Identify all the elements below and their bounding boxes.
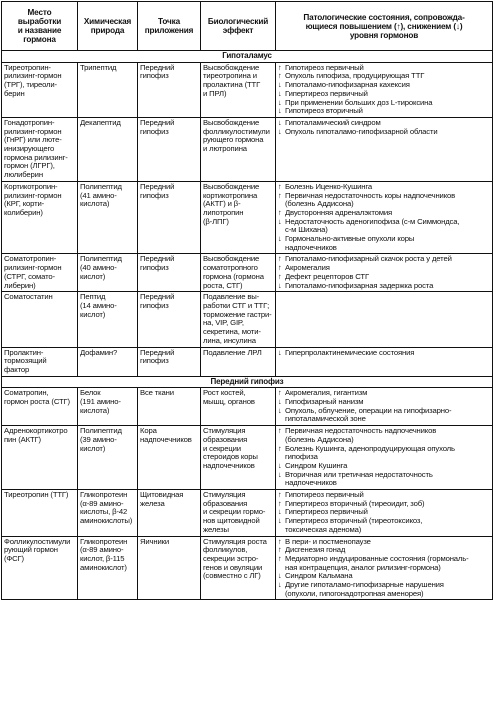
pathology-item [278,282,490,291]
arrow-up-icon: ↑ [278,181,282,191]
cell-line: Кортикотропин- [4,181,58,191]
pathology-text: Первичная недостаточность надпочечников [285,426,437,436]
chemical-nature-cell [78,347,138,376]
cell-line: гипофиз [140,263,169,273]
cell-line: (СТРГ, сомато- [4,271,55,281]
cell-line: тормозящий [4,356,47,366]
pathology-text: Другие гипоталамо-гипофизарные нарушения [285,580,444,590]
pathology-cell [276,62,493,117]
target-cell [138,117,201,181]
pathology-text: с-м Шихана) [285,225,328,235]
arrow-down-icon: ↓ [278,571,282,581]
cell-line: гормона рилизинг- [4,152,68,162]
cell-line: кислот) [80,271,106,281]
chemical-nature-cell [78,490,138,537]
cell-line: гипофиз [140,126,169,136]
effect-cell [201,117,276,181]
pathology-text: Гипоталамо-гипофизарная задержка роста [285,280,434,290]
cell-line: Соматостатин [4,292,53,302]
cell-line: (КРГ, корти- [4,199,45,209]
cell-line: пролактина (ТТГ [203,80,261,90]
cell-line: Яичники [140,536,169,546]
pathology-text: Гипотиреоз первичный [285,62,364,72]
cell-line: Гонадотропин- [4,117,55,127]
target-cell [138,490,201,537]
arrow-down-icon: ↓ [278,88,282,98]
cell-line: гипофиз [140,71,169,81]
hormone-name-cell [2,426,78,490]
cell-line: Тиреотропин (ТТГ) [4,490,69,500]
cell-line: люлиберин [4,170,43,180]
arrow-up-icon: ↑ [278,536,282,546]
arrow-up-icon: ↑ [278,426,282,436]
arrow-down-icon: ↓ [278,234,282,244]
hormone-table [1,1,493,600]
pathology-text: Вторичная или третичная недостаточность [285,469,433,479]
pathology-text: Гипоталамо-гипофизарный скачок роста у детей [285,254,452,264]
cell-line: секретина, моти- [203,327,261,337]
cell-line: Белок [80,388,101,398]
cell-line: гормона (гормона [203,271,264,281]
pathology-item [278,415,490,424]
pathology-text: Первичная недостаточность коры надпочечников [285,190,456,200]
cell-line: Высвобождение [203,62,260,72]
cell-line: (191 амино- [80,397,121,407]
pathology-item [278,526,490,535]
cell-line: надпочечников [140,434,192,444]
pathology-text: Недостаточность аденогипофиза (с-м Симмондса, [285,216,460,226]
target-cell [138,426,201,490]
cell-line: Гликопротеин [80,536,128,546]
cell-line: кислота) [80,199,110,209]
cell-line: гормон (ЛГРГ), [4,161,55,171]
section-row [2,51,493,63]
arrow-down-icon: ↓ [278,405,282,415]
hormone-name-cell [2,490,78,537]
pathology-text: В пери- и постменопаузе [285,536,371,546]
pathology-text: Дисгенезия гонад [285,545,346,555]
header-row [2,2,493,51]
cell-line: Высвобождение [203,254,260,264]
cell-line: генов и овуляции [203,562,263,572]
cell-line: рующий гормон [4,545,58,555]
pathology-cell [276,347,493,376]
arrow-down-icon: ↓ [278,280,282,290]
pathology-text: При применении больших доз L-тироксина [285,97,433,107]
header-target: Точка приложения [138,2,201,51]
pathology-text: Опухоль гипофиза, продуцирующая ТТГ [285,71,425,81]
cell-line: кислот, β-115 [80,553,125,563]
cell-line: фактор [4,364,30,374]
pathology-text: Гипоталамо-гипофизарная кахексия [285,80,410,90]
table-body [2,51,493,600]
header-chemical-nature: Химическая природа [78,2,138,51]
chemical-nature-cell [78,426,138,490]
cell-line: Тиреотропин- [4,62,51,72]
cell-line: секреции эстро- [203,553,259,563]
pathology-text: Гипертиреоз первичный [285,88,368,98]
pathology-text: Дефект рецепторов СТГ [285,271,369,281]
cell-line: Щитовидная [140,490,184,500]
pathology-cell [276,536,493,600]
cell-line: (β-ЛПГ) [203,216,229,226]
arrow-up-icon: ↑ [278,271,282,281]
section-hypothalamus: Гипоталамус [2,51,493,63]
hormone-name-cell [2,292,78,347]
pathology-text: (болезнь Аддисона) [285,199,354,209]
cell-line: гипофиз [140,356,169,366]
chemical-nature-cell [78,536,138,600]
arrow-down-icon: ↓ [278,397,282,407]
pathology-cell [276,426,493,490]
cell-line: рующего гормона [203,135,264,145]
chemical-nature-cell [78,117,138,181]
cell-line: Соматотропин- [4,254,57,264]
pathology-text: гипоталамической зоне [285,414,366,424]
cell-line: Передний [140,292,175,302]
arrow-up-icon: ↑ [278,388,282,398]
arrow-up-icon: ↑ [278,263,282,273]
header-pathology: Патологические состояния, сопровожда- ющиеся повышением (↑), снижением (↓) уровня гормонов [276,2,493,51]
pathology-item [278,349,490,358]
pathology-text: Гипертиреоз первичный [285,507,368,517]
section-row [2,376,493,388]
cell-line: Стимуляция роста [203,536,267,546]
page [1,1,492,717]
cell-line: (α-89 амино- [80,545,124,555]
target-cell [138,254,201,292]
cell-line: гипофиз [140,190,169,200]
cell-line: колиберин) [4,207,43,217]
cell-line: Все ткани [140,388,174,398]
header-biological-effect: Биологический эффект [201,2,276,51]
cell-line: инизирующего [4,144,55,154]
pathology-text: Гипотиреоз вторичный [285,106,363,116]
pathology-text: Гипофизарный нанизм [285,397,364,407]
cell-line: лина, инсулина [203,335,256,345]
cell-line: Передний [140,181,175,191]
chemical-nature-cell [78,181,138,254]
cell-line: (ГнРГ) или люте- [4,135,62,145]
cell-line: (α-89 амино- [80,498,124,508]
arrow-down-icon: ↓ [278,507,282,517]
pathology-text: токсическая аденома) [285,524,362,534]
pathology-text: Двусторонняя адреналэктомия [285,207,393,217]
cell-line: Передний [140,117,175,127]
chemical-nature-cell [78,292,138,347]
cell-line: Гликопротеин [80,490,128,500]
cell-line: Высвобождение [203,117,260,127]
cell-line: и секреции [203,443,241,453]
effect-cell [201,388,276,426]
hormone-name-cell [2,388,78,426]
cell-line: (совместно с ЛГ) [203,571,261,581]
chemical-nature-cell [78,388,138,426]
cell-line: Адренокортикотро [4,426,68,436]
cell-line: (41 амино- [80,190,117,200]
pathology-text: Гормонально-активные опухоли коры [285,234,415,244]
arrow-down-icon: ↓ [278,580,282,590]
cell-line: аминокислот) [80,562,127,572]
cell-line: берин [4,88,25,98]
table-row [2,62,493,117]
arrow-up-icon: ↑ [278,71,282,81]
pathology-text: Гипертиреоз вторичный (тиреотоксикоз, [285,516,423,526]
header-place-name: Место выработки и название гормона [2,2,78,51]
pathology-text: надпочечников [285,242,337,252]
pathology-cell [276,181,493,254]
arrow-up-icon: ↑ [278,62,282,72]
effect-cell [201,347,276,376]
arrow-up-icon: ↑ [278,498,282,508]
pathology-item [278,107,490,116]
target-cell [138,62,201,117]
arrow-up-icon: ↑ [278,545,282,555]
arrow-down-icon: ↓ [278,469,282,479]
cell-line: липотропин [203,207,244,217]
pathology-cell [276,490,493,537]
pathology-text: ная контрацепция, аналог рилизинг-гормона) [285,562,441,572]
cell-line: образования [203,434,248,444]
cell-line: Передний [140,347,175,357]
effect-cell [201,62,276,117]
pathology-text: Болезнь Иценко-Кушинга [285,181,372,191]
cell-line: (ТРГ), тиреоли- [4,80,57,90]
cell-line: кортикотропина [203,190,258,200]
pathology-text: надпочечников [285,478,337,488]
cell-line: (ФСГ) [4,553,24,563]
target-cell [138,347,201,376]
cell-line: Фолликулостимули [4,536,71,546]
cell-line: Пептид [80,292,106,302]
cell-line: (14 амино- [80,300,117,310]
hormone-name-cell [2,181,78,254]
cell-line: Передний [140,62,175,72]
cell-line: гормон роста (СТГ) [4,397,70,407]
pathology-text: гипофиза [285,452,318,462]
cell-line: железы [203,524,229,534]
cell-line: (АКТГ) и β- [203,199,241,209]
effect-cell [201,254,276,292]
pathology-text: (болезнь Аддисона) [285,434,354,444]
arrow-up-icon: ↑ [278,207,282,217]
cell-line: рилизинг-гормон [4,126,62,136]
cell-line: Рост костей, [203,388,246,398]
hormone-name-cell [2,117,78,181]
table-row [2,490,493,537]
effect-cell [201,536,276,600]
hormone-name-cell [2,536,78,600]
pathology-item [278,590,490,599]
arrow-up-icon: ↑ [278,443,282,453]
effect-cell [201,426,276,490]
cell-line: Соматропин, [4,388,49,398]
hormone-name-cell [2,347,78,376]
cell-line: пин (АКТГ) [4,434,41,444]
arrow-up-icon: ↑ [278,553,282,563]
cell-line: Полипептид [80,426,122,436]
cell-line: Пролактин- [4,347,44,357]
table-row [2,254,493,292]
arrow-down-icon: ↓ [278,516,282,526]
pathology-text: Гипотиреоз первичный [285,490,364,500]
arrow-down-icon: ↓ [278,460,282,470]
arrow-up-icon: ↑ [278,254,282,264]
cell-line: нов щитовидной [203,516,260,526]
chemical-nature-cell [78,62,138,117]
target-cell [138,292,201,347]
cell-line: кислоты, β-42 [80,507,128,517]
cell-line: кислот) [80,309,106,319]
cell-line: гипофиз [140,300,169,310]
pathology-item [278,128,490,137]
cell-line: Передний [140,254,175,264]
cell-line: фолликулов, [203,545,248,555]
cell-line: Трипептид [80,62,117,72]
cell-line: кислота) [80,405,110,415]
table-row [2,347,493,376]
chemical-nature-cell [78,254,138,292]
arrow-down-icon: ↓ [278,97,282,107]
section-anterior-pituitary: Передний гипофиз [2,376,493,388]
hormone-name-cell [2,254,78,292]
pathology-text: Медиаторно индуцированные состояния (гормональ- [285,553,469,563]
effect-cell [201,292,276,347]
arrow-down-icon: ↓ [278,80,282,90]
cell-line: Полипептид [80,181,122,191]
target-cell [138,536,201,600]
cell-line: Высвобождение [203,181,260,191]
arrow-down-icon: ↓ [278,126,282,136]
cell-line: роста, СТГ) [203,280,243,290]
pathology-text: Гиперпролактинемические состояния [285,347,415,357]
cell-line: рилизинг-гормон [4,263,62,273]
pathology-item [278,479,490,488]
pathology-text: (опухоли, гипогонадотропная аменорея) [285,588,424,598]
pathology-text: Гипоталамический синдром [285,117,381,127]
table-row [2,181,493,254]
effect-cell [201,490,276,537]
pathology-cell [276,254,493,292]
pathology-text: Акромегалия [285,263,330,273]
cell-line: рилизинг-гормон [4,190,62,200]
pathology-cell [276,117,493,181]
cell-line: торможение гастри- [203,309,272,319]
table-row [2,388,493,426]
cell-line: Стимуляция [203,490,246,500]
cell-line: кислот) [80,443,106,453]
cell-line: и лютропина [203,144,247,154]
cell-line: либерин) [4,280,36,290]
pathology-text: Гипертиреоз вторичный (тиреоидит, зоб) [285,498,425,508]
cell-line: работки СТГ и ТТГ; [203,300,270,310]
cell-line: фолликулостимули [203,126,270,136]
pathology-text: Акромегалия, гигантизм [285,388,368,398]
cell-line: надпочечников [203,460,255,470]
pathology-text: Опухоль, облучение, операции на гипофизарно- [285,405,452,415]
cell-line: образования [203,498,248,508]
cell-line: Декапептид [80,117,121,127]
pathology-text: Болезнь Кушинга, аденопродуцирующая опухоль [285,443,455,453]
table-row [2,536,493,600]
arrow-down-icon: ↓ [278,216,282,226]
arrow-up-icon: ↑ [278,190,282,200]
cell-line: и секреции гормо- [203,507,266,517]
table-row [2,292,493,347]
table-row [2,426,493,490]
table-row [2,117,493,181]
cell-line: Подавление ЛРЛ [203,347,262,357]
cell-line: Подавление вы- [203,292,260,302]
cell-line: железа [140,498,165,508]
cell-line: стероидов коры [203,452,258,462]
pathology-text: Синдром Кушинга [285,460,348,470]
cell-line: (39 амино- [80,434,117,444]
cell-line: аминокислоты) [80,516,133,526]
arrow-down-icon: ↓ [278,117,282,127]
pathology-text: Опухоль гипоталамо-гипофизарной области [285,126,438,136]
arrow-down-icon: ↓ [278,347,282,357]
cell-line: мышц, органов [203,397,255,407]
cell-line: тиреотропина и [203,71,257,81]
cell-line: и ПРЛ) [203,88,227,98]
cell-line: Стимуляция [203,426,246,436]
cell-line: соматотропного [203,263,258,273]
pathology-cell [276,388,493,426]
arrow-down-icon: ↓ [278,106,282,116]
pathology-text: Синдром Кальмана [285,571,353,581]
arrow-up-icon: ↑ [278,490,282,500]
pathology-item [278,244,490,253]
cell-line: (40 амино- [80,263,117,273]
target-cell [138,388,201,426]
effect-cell [201,181,276,254]
target-cell [138,181,201,254]
cell-line: Полипептид [80,254,122,264]
cell-line: рилизинг-гормон [4,71,62,81]
cell-line: Дофамин? [80,347,118,357]
cell-line: на, VIP, GIP, [203,318,244,328]
hormone-name-cell [2,62,78,117]
pathology-cell [276,292,493,347]
cell-line: Кора [140,426,157,436]
